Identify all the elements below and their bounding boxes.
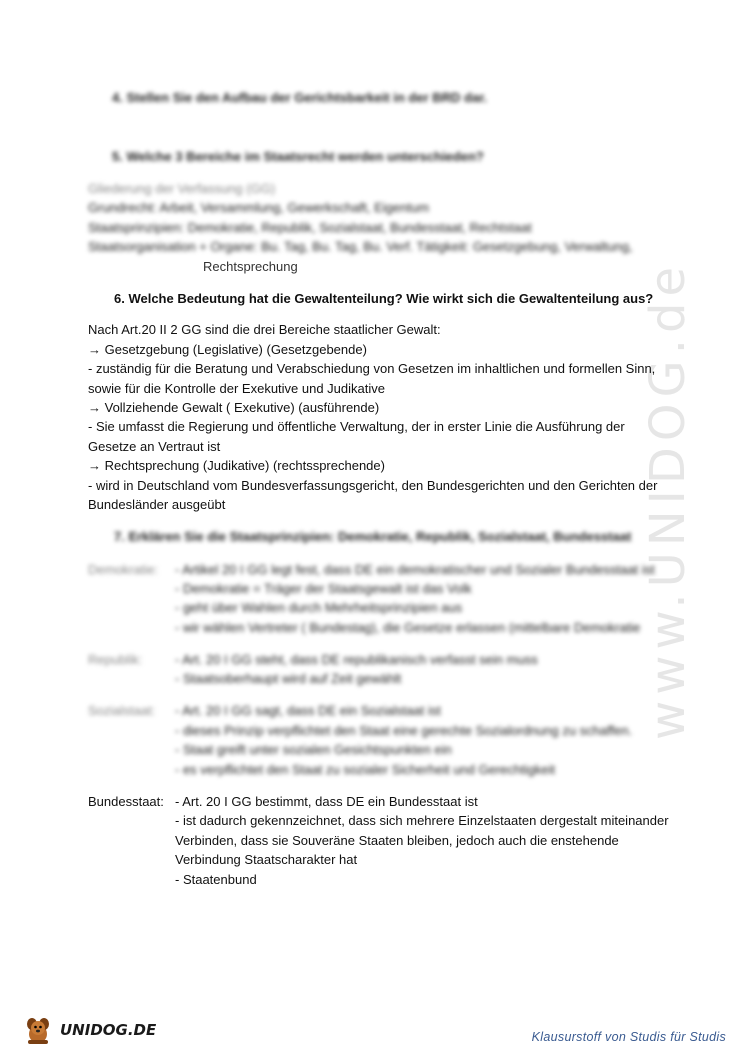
rechtsprechung-line: Rechtsprechung [203, 259, 298, 274]
q6-line-3: - zuständig für die Beratung und Verabschiedung von Gesetzen im inhaltlichen und formellen Sinn, [88, 361, 656, 376]
bundesstaat-line-2: - ist dadurch gekennzeichnet, dass sich mehrere Einzelstaaten dergestalt miteinander [175, 813, 669, 828]
question-4: 4. Stellen Sie den Aufbau der Gerichtsbarkeit in der BRD dar. [112, 90, 488, 105]
q6-line-10: Bundesländer ausgeübt [88, 497, 226, 512]
sozialstaat-line-3: - Staat greift unter sozialen Gesichtspunkten ein [175, 742, 452, 757]
unidog-logo[interactable] [22, 1012, 156, 1048]
demokratie-line-2: - Demokratie = Träger der Staatsgewalt ist das Volk [175, 581, 472, 596]
bundesstaat-label: Bundesstaat: [88, 794, 164, 809]
demokratie-line-4: - wir wählen Vertreter ( Bundestag), die Gesetze erlassen (mittelbare Demokratie [175, 620, 641, 635]
gliederung-line: Gliederung der Verfassung (GG) [88, 181, 276, 196]
question-5: 5. Welche 3 Bereiche im Staatsrecht werden unterschieden? [112, 149, 484, 164]
bundesstaat-line-5: - Staatenbund [175, 872, 257, 887]
q6-line-1: Nach Art.20 II 2 GG sind die drei Bereiche staatlicher Gewalt: [88, 322, 441, 337]
q6-line-4: sowie für die Kontrolle der Exekutive und Judikative [88, 381, 385, 396]
sozialstaat-line-2: - dieses Prinzip verpflichtet den Staat eine gerechte Sozialordnung zu schaffen. [175, 723, 633, 738]
bundesstaat-line-1: - Art. 20 I GG bestimmt, dass DE ein Bundesstaat ist [175, 794, 478, 809]
q6-line-5: → Vollziehende Gewalt ( Exekutive) (ausführende) [88, 400, 380, 415]
republik-label: Republik: [88, 652, 143, 667]
q6-line-9: - wird in Deutschland vom Bundesverfassungsgericht, den Bundesgerichten und den Gerichten der [88, 478, 658, 493]
demokratie-label: Demokratie: [88, 562, 159, 577]
logo-text: UNIDOG.DE [60, 1021, 157, 1039]
q6-line-6: - Sie umfasst die Regierung und öffentliche Verwaltung, der in erster Linie die Ausführung der [88, 419, 625, 434]
republik-line-1: - Art. 20 I GG steht, dass DE republikanisch verfasst sein muss [175, 652, 538, 667]
watermark: www.UNIDOG.de [640, 260, 696, 740]
dog-icon [22, 1014, 54, 1046]
sozialstaat-line-1: - Art. 20 I GG sagt, dass DE ein Sozialstaat ist [175, 703, 441, 718]
staatsorganisation-line: Staatsorganisation + Organe: Bu. Tag, Bu. Tag, Bu. Verf. Tätigkeit: Gesetzgebung, Verwaltung, [88, 239, 633, 254]
question-7-title: 7. Erklären Sie die Staatsprinzipien: Demokratie, Republik, Sozialstaat, Bundesstaat [114, 529, 632, 544]
sozialstaat-label: Sozialstaat: [88, 703, 156, 718]
q6-line-7: Gesetze an Vertraut ist [88, 439, 221, 454]
demokratie-line-1: - Artikel 20 I GG legt fest, dass DE ein demokratischer und Sozialer Bundesstaat ist [175, 562, 655, 577]
q6-line-8: → Rechtsprechung (Judikative) (rechtssprechende) [88, 458, 385, 473]
sozialstaat-line-4: - es verpflichtet den Staat zu sozialer Sicherheit und Gerechtigkeit [175, 762, 556, 777]
footer-tagline: Klausurstoff von Studis für Studis [531, 1030, 726, 1044]
question-6-title: 6. Welche Bedeutung hat die Gewaltenteilung? Wie wirkt sich die Gewaltenteilung aus? [114, 291, 654, 306]
staatsprinzipien-line: Staatsprinzipien: Demokratie, Republik, Sozialstaat, Bundesstaat, Rechtstaat [88, 220, 532, 235]
bundesstaat-line-3: Verbinden, dass sie Souveräne Staaten bleiben, jedoch auch die enstehende [175, 833, 619, 848]
bundesstaat-line-4: Verbindung Staatscharakter hat [175, 852, 358, 867]
grundrecht-line: Grundrecht: Arbeit, Versammlung, Gewerkschaft, Eigentum [88, 200, 430, 215]
q6-line-2: → Gesetzgebung (Legislative) (Gesetzgebende) [88, 342, 367, 357]
demokratie-line-3: - geht über Wahlen durch Mehrheitsprinzipien aus [175, 600, 463, 615]
republik-line-2: - Staatsoberhaupt wird auf Zeit gewählt [175, 671, 402, 686]
